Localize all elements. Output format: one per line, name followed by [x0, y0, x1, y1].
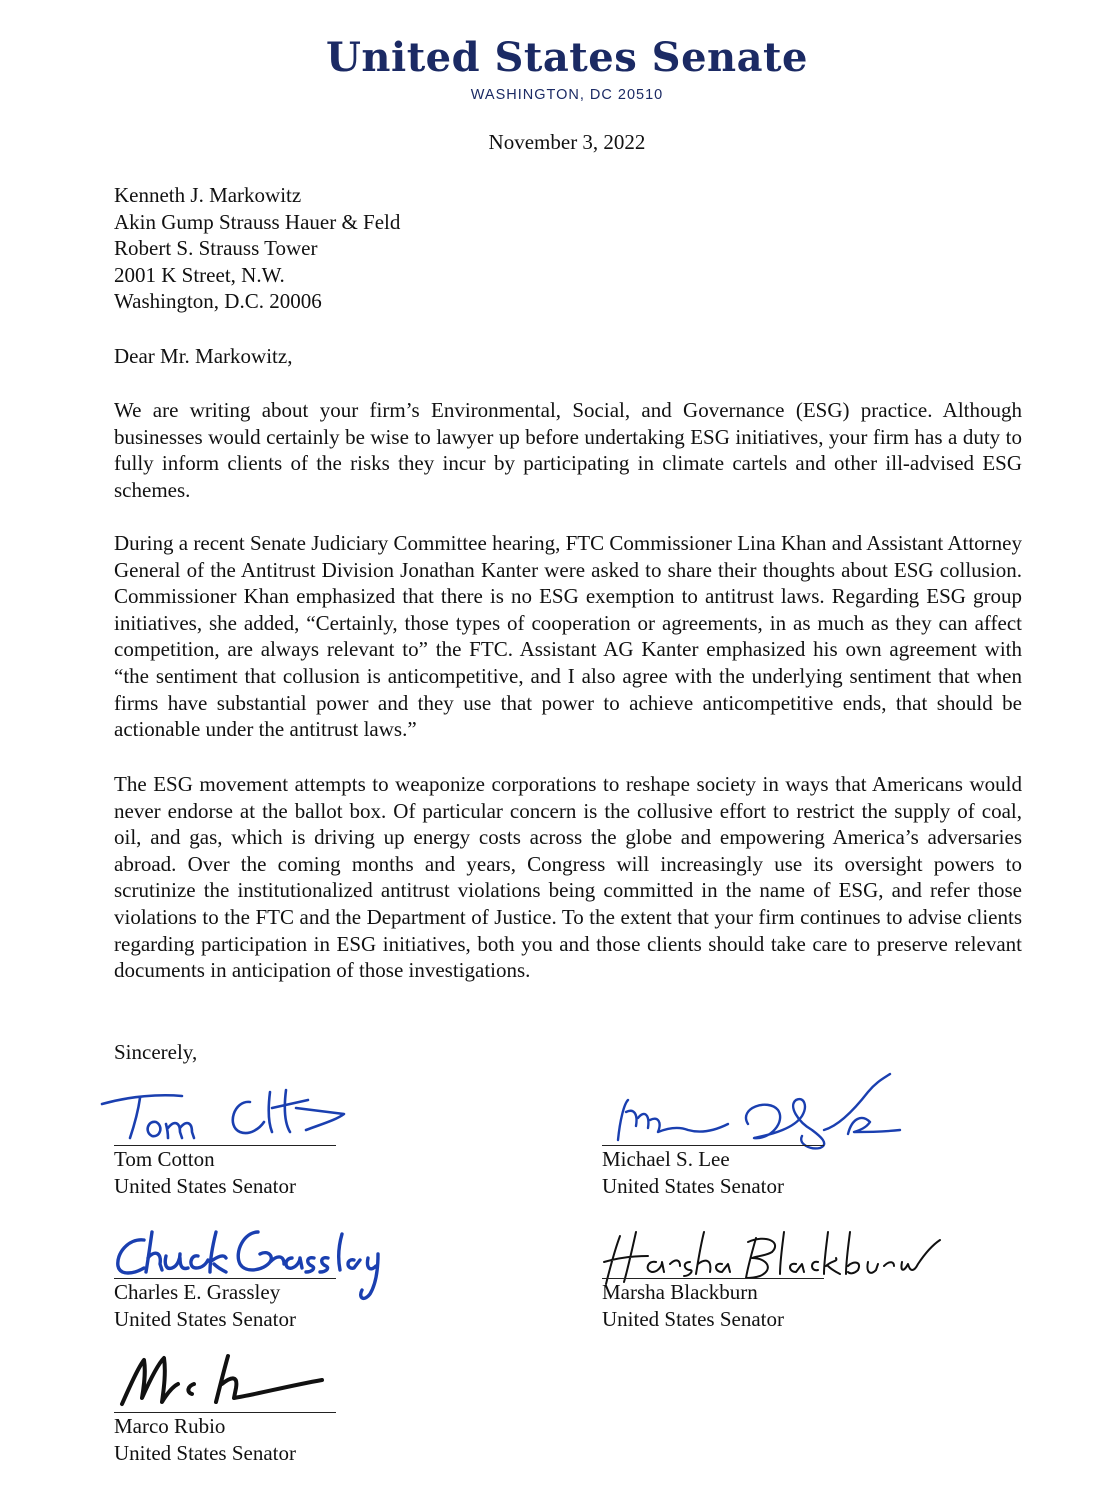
- signer-name: Marsha Blackburn: [602, 1280, 758, 1304]
- signature-block-cotton: [114, 1146, 374, 1200]
- salutation: Dear Mr. Markowitz,: [114, 344, 293, 368]
- signer-title: United States Senator: [602, 1307, 784, 1331]
- senate-address: WASHINGTON, DC 20510: [470, 87, 664, 103]
- recipient-firm: Akin Gump Strauss Hauer & Feld: [114, 209, 401, 234]
- signer-title: United States Senator: [114, 1441, 296, 1465]
- recipient-name: Kenneth J. Markowitz: [114, 183, 302, 207]
- recipient-city: Washington, D.C. 20006: [114, 289, 322, 314]
- paragraph-1: We are writing about your firm’s Environmental, Social, and Governance (ESG) practice. Although businesses would certainly be wise to lawyer up before undertaking ESG initiatives, your firm has a duty to fully inform clients of the risks they incur by participating in climate cartels and other ill-advised ESG schemes.: [114, 398, 1022, 502]
- signer-title: United States Senator: [114, 1174, 296, 1198]
- signature-block-blackburn: [602, 1279, 862, 1333]
- signature-marco-rubio: [108, 1346, 338, 1416]
- signature-block-grassley: [114, 1279, 374, 1333]
- paragraph-2: During a recent Senate Judiciary Committee hearing, FTC Commissioner Lina Khan and Assistant Attorney General of the Antitrust Division Jonathan Kanter were asked to share their thoughts about ESG collusion. Commissioner Khan emphasized that there is no ESG exemption to antitrust laws. Regarding ESG group initiatives, she added, “Certainly, those types of cooperation or agreements, in as much as they can affect competition, are always relevant to” the FTC. Assistant AG Kanter emphasized his own agreement with “the sentiment that collusion is anticompetitive, and I also agree with the underlying sentiment that when firms have substantial power and they use that power to achieve anticompetitive ends, that should be actionable under the antitrust laws.”: [114, 531, 1022, 742]
- signer-name: Marco Rubio: [114, 1414, 226, 1438]
- recipient-address: [114, 182, 1022, 315]
- recipient-building: Robert S. Strauss Tower: [114, 236, 318, 261]
- signer-title: United States Senator: [602, 1174, 784, 1198]
- senate-title: United States Senate: [326, 34, 808, 81]
- closing: Sincerely,: [114, 1040, 198, 1064]
- signature-block-rubio: [114, 1413, 374, 1467]
- signature-tom-cotton: [100, 1086, 360, 1146]
- paragraph-3: The ESG movement attempts to weaponize corporations to reshape society in ways that Americans would never endorse at the ballot box. Of particular concern is the collusive effort to restrict the supply of coal, oil, and gas, which is driving up energy costs across the globe and empowering America’s adversaries abroad. Over the coming months and years, Congress will increasingly use its oversight powers to scrutinize the institutionalized antitrust violations being committed in the name of ESG, and refer those violations to the FTC and the Department of Justice. To the extent that your firm continues to advise clients regarding participation in ESG initiatives, both you and those clients should take care to preserve relevant documents in anticipation of those investigations.: [114, 772, 1022, 983]
- letterhead: [0, 32, 1104, 103]
- signer-name: Michael S. Lee: [602, 1147, 730, 1171]
- signer-name: Tom Cotton: [114, 1147, 215, 1171]
- letter-date: November 3, 2022: [488, 130, 646, 154]
- signer-name: Charles E. Grassley: [114, 1280, 281, 1304]
- recipient-street: 2001 K Street, N.W.: [114, 262, 285, 287]
- signature-block-lee: [602, 1146, 862, 1200]
- signer-title: United States Senator: [114, 1307, 296, 1331]
